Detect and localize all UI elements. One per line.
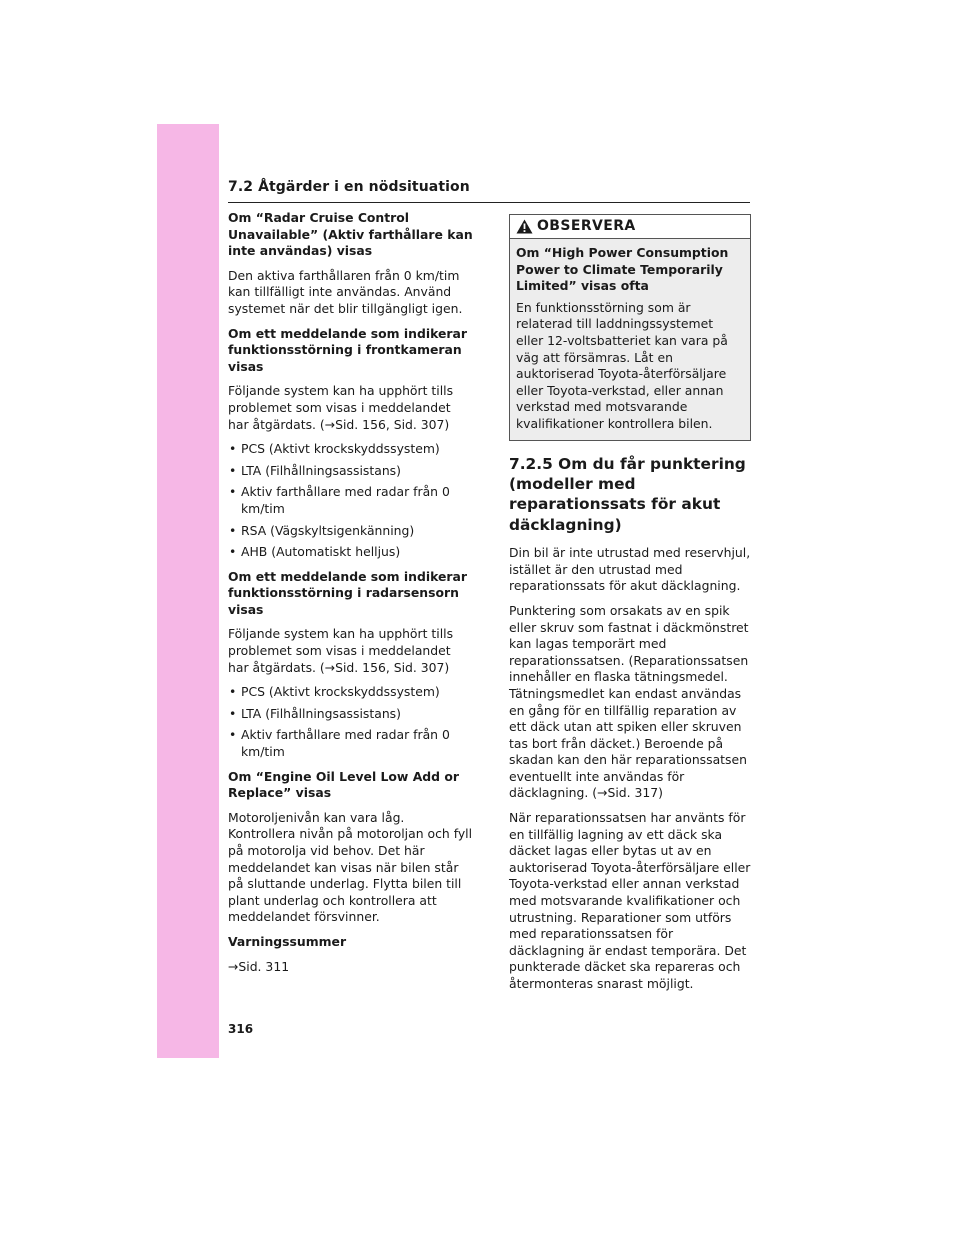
heading-warning-buzzer: Varningssummer xyxy=(228,933,347,949)
text-radar-sensor: Följande system kan ha upphört tills problemet som visas i meddelandet har åtgärdats. (→Sid. 156, Sid. 307) xyxy=(228,626,454,675)
notice-header xyxy=(510,215,750,239)
text-flat-tire-repair: Punktering som orsakats av en spik eller skruv som fastnat i däckmönstret kan lagas temporärt med reparationssatsen. (Reparationssatsen innehåller en flaska tätningsmedel. Tätningsmedlet kan endast användas en gång för en tillfällig reparation av ett däck utan att spiken eller skruven tas bort från däcket.) Beroende på skadan kan den här reparationssatsen eventuellt inte användas för däcklagning. (→Sid. 317) xyxy=(509,602,749,801)
list-item: • Aktiv farthållare med radar från 0 km/tim xyxy=(228,727,473,760)
list-item: • PCS (Aktivt krockskyddssystem) xyxy=(228,684,473,701)
list-front-camera-systems xyxy=(228,441,473,561)
left-column xyxy=(228,210,473,983)
list-item: • RSA (Vägskyltsigenkänning) xyxy=(228,523,473,540)
page-number: 316 xyxy=(228,1022,254,1036)
list-item: • AHB (Automatiskt helljus) xyxy=(228,544,473,561)
list-item: • Aktiv farthållare med radar från 0 km/tim xyxy=(228,484,473,517)
text-flat-tire-after: När reparationssatsen har använts för en tillfällig lagning av ett däck ska däcket lagas eller bytas ut av en auktoriserad Toyota-återförsäljare eller Toyota-verkstad eller annan verkstad med motsvarande kvalifikationer och utrustning. Reparationer som utförs med reparationssatsen för däcklagning är endast temporära. Det punkterade däcket ska repareras och återmonteras snarast möjligt. xyxy=(509,810,751,991)
heading-engine-oil: Om “Engine Oil Level Low Add or Replace” visas xyxy=(228,768,459,801)
section-header-title: 7.2 Åtgärder i en nödsituation xyxy=(228,179,470,195)
text-engine-oil: Motoroljenivån kan vara låg. Kontrollera nivån på motoroljan och fyll på motorolja vid behov. Det här meddelandet kan visas när bilen står på sluttande underlag. Flytta bilen till plant underlag och kontrollera att meddelandet försvinner. xyxy=(228,809,473,925)
list-item: • LTA (Filhållningsassistans) xyxy=(228,706,473,723)
notice-body xyxy=(510,239,750,440)
section-header xyxy=(228,178,750,203)
text-flat-tire-intro: Din bil är inte utrustad med reservhjul, istället är den utrustad med reparationssats för akut däcklagning. xyxy=(509,545,751,594)
list-item: • PCS (Aktivt krockskyddssystem) xyxy=(228,441,473,458)
heading-radar-sensor: Om ett meddelande som indikerar funktionsstörning i radarsensorn visas xyxy=(228,568,467,617)
right-column xyxy=(509,214,751,1001)
list-radar-sensor-systems xyxy=(228,684,473,760)
section-title-flat-tire: 7.2.5 Om du får punktering (modeller med reparationssats för akut däcklagning) xyxy=(509,454,746,534)
notice-title: OBSERVERA xyxy=(537,218,636,235)
heading-radar-cruise: Om “Radar Cruise Control Unavailable” (Aktiv farthållare kan inte användas) visas xyxy=(228,210,473,259)
list-item: • LTA (Filhållningsassistans) xyxy=(228,463,473,480)
page-reference-link[interactable]: →Sid. 311 xyxy=(228,958,290,974)
text-radar-cruise: Den aktiva farthållaren från 0 km/tim kan tillfälligt inte användas. Använd systemet när det blir tillgängligt igen. xyxy=(228,267,463,316)
notice-heading: Om “High Power Consumption Power to Climate Temporarily Limited” visas ofta xyxy=(516,245,729,294)
notice-box xyxy=(509,214,751,441)
text-front-camera: Följande system kan ha upphört tills problemet som visas i meddelandet har åtgärdats. (→Sid. 156, Sid. 307) xyxy=(228,383,454,432)
chapter-tab-band xyxy=(157,124,219,1058)
heading-front-camera: Om ett meddelande som indikerar funktionsstörning i frontkameran visas xyxy=(228,325,467,374)
warning-icon xyxy=(516,219,533,234)
notice-text: En funktionsstörning som är relaterad till laddningssystemet eller 12-voltsbatteriet kan vara på väg att försämras. Låt en auktoriserad Toyota-återförsäljare eller Toyota-verkstad, eller annan verkstad med motsvarande kvalifikationer kontrollera bilen. xyxy=(516,299,728,431)
